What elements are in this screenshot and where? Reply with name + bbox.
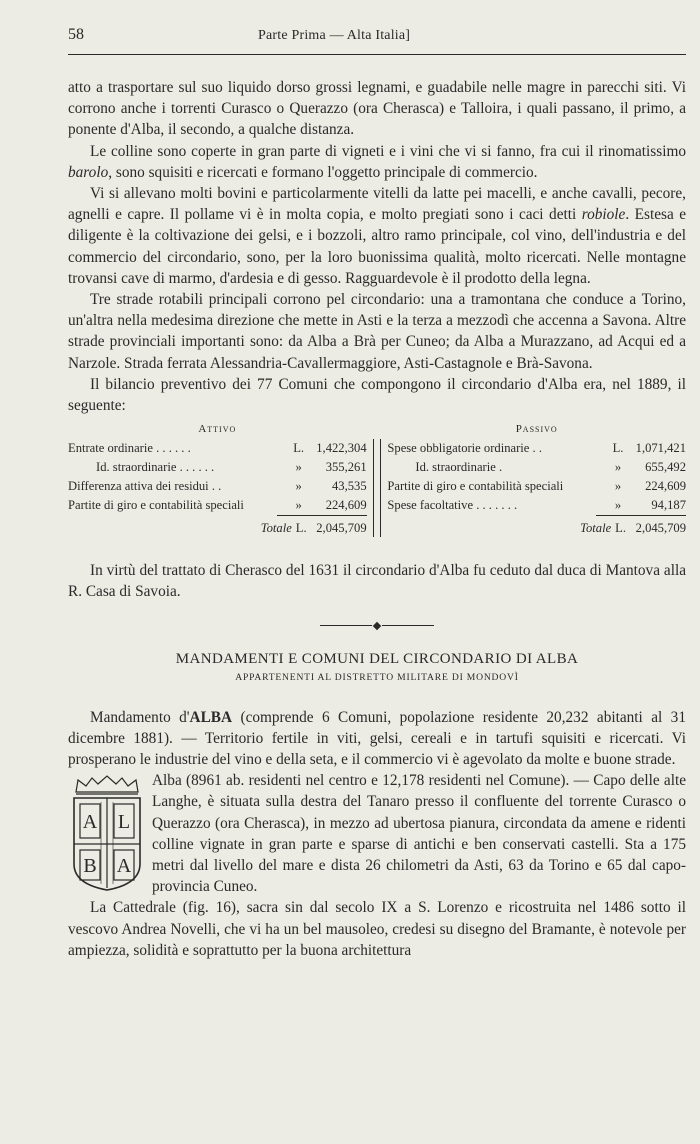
text-run: Vi si allevano molti bovini e particolarmente vitelli da latte pei macelli, e anche cavalli, pecore, agnelli e capre. Il pollame vi è in molta copia, e molto pregiati sono i caci detti [68,185,686,224]
text-run: (comprende 6 Comuni, popolazione residente 20,232 abitanti al 31 dicembre 1881). — Territorio fertile in viti, gelsi, cereali e in tartufi squisiti e ricercati. Vi prosperano le industrie del vino e della seta, e il commercio vi è agevolato da molte e buone strade. [68,708,686,769]
total-currency: L. [295,521,307,536]
attivo-total-row [68,516,367,538]
ornament-line [382,625,434,626]
row-amount: 1,422,304 [316,441,367,456]
total-amount: 2,045,709 [316,521,367,536]
table-row [68,439,367,458]
attivo-heading: Attivo [198,423,237,436]
paragraph-mandamento [68,707,686,771]
row-currency: » [295,498,302,513]
row-amount: 655,492 [645,460,687,475]
crest-letter: A [116,855,132,878]
row-label: Partite di giro e contabilità speciali [387,479,564,494]
text-run: Le colline sono coperte in gran parte di vigneti e i vini che vi si fanno, fra cui il rinomatissimo [90,142,686,160]
table-row [387,458,686,477]
table-row [68,496,367,515]
row-label: Id. straordinarie . . . . . . [96,460,215,475]
text-run: Mandamento d' [90,708,190,726]
italic-barolo: barolo [68,163,109,181]
total-label: Totale [260,521,292,536]
passivo-column [387,420,686,538]
running-title: Parte Prima — Alta Italia] [258,28,411,43]
text-run: . Estesa e diligente è la coltivazione dei gelsi, e i bozzoli, altro ramo principale, col vino, dell'industria e del commercio del circondario, sono, per la loro buonissima qualità, molto ricercati. Nelle montagne trovansi cave di marmo, d'ardesia e di gesso. Ragguardevole è il prodotto della legna. [68,206,687,287]
crest-letter: L [117,811,131,834]
row-currency: » [295,479,302,494]
section-subtitle: APPARTENENTI AL DISTRETTO MILITARE DI MONDOVÌ [235,671,519,683]
table-row [68,458,367,477]
row-amount: 1,071,421 [635,441,687,456]
row-currency: » [614,460,622,475]
row-label: Differenza attiva dei residui . . [68,479,222,494]
alba-description [152,770,686,897]
passivo-heading: Passivo [515,423,558,436]
total-amount: 2,045,709 [635,521,687,536]
crest-letter: B [83,855,97,878]
row-label: Spese obbligatorie ordinarie . . [387,441,542,456]
paragraph-allevamento [68,183,686,289]
table-row [387,477,686,496]
row-currency: » [295,460,302,475]
attivo-column [68,420,367,538]
passivo-total-row [387,516,686,538]
table-row [68,477,367,496]
row-amount: 224,609 [645,479,687,494]
row-amount: 224,609 [325,498,367,513]
paragraph-bilancio: Il bilancio preventivo dei 77 Comuni che compongono il circondario d'Alba era, nel 1889, il seguente: [68,375,686,415]
text-run: , sono squisiti e ricercati e formano l'oggetto principale di commercio. [108,163,538,181]
crest-letter: A [82,811,98,834]
mandamento-name: ALBA [189,708,233,726]
section-ornament [68,621,686,631]
section-title: MANDAMENTI E COMUNI DEL CIRCONDARIO DI ALBA [175,650,579,667]
ornament-diamond-icon [373,621,381,629]
total-currency: L. [615,521,627,536]
paragraph-strade: Tre strade rotabili principali corrono pel circondario: una a tramontana che conduce a Torino, un'altra nella medesima direzione che mette in Asti e la terza a mezzodì che accenna a Savona. Altre strade provinciali importanti sono: da Alba a Brà per Cuneo; da Alba a Murazzano, ad Acqui ed a Narzole. Strada ferrata Alessandria-Cavallermaggiore, Asti-Castagnole e Brà-Savona. [68,291,686,372]
row-currency: » [614,479,622,494]
row-amount: 94,187 [651,498,687,513]
table-row [387,496,686,515]
row-currency: L. [293,441,305,456]
paragraph-cattedrale: La Cattedrale (fig. 16), sacra sin dal secolo IX a S. Lorenzo e ricostruita nel 1486 sotto il vescovo Andrea Novelli, che vi ha un bel mausoleo, credesi su disegno del Bramante, è notevole per ampiezza, solidità e soprattutto per la buona architettura [68,899,686,959]
row-currency: » [614,498,622,513]
total-label: Totale [580,521,612,536]
bilancio-table [68,420,686,538]
italic-robiole: robiole [581,206,626,224]
row-label: Entrate ordinarie . . . . . . [68,441,191,456]
paragraph-cherasco: In virtù del trattato di Cherasco del 1631 il circondario d'Alba fu ceduto dal duca di Mantova alla R. Casa di Savoia. [68,562,686,601]
row-amount: 355,261 [325,460,367,475]
row-label: Id. straordinarie . [415,460,503,475]
alba-block [68,770,686,897]
row-label: Spese facoltative . . . . . . . [387,498,518,513]
ornament-line [320,625,372,626]
row-amount: 43,535 [331,479,367,494]
row-currency: L. [612,441,624,456]
column-separator [373,439,382,537]
page-number: 58 [68,26,84,43]
row-label: Partite di giro e contabilità speciali [68,498,244,513]
header-rule [68,54,686,55]
paragraph-colline [68,141,686,183]
paragraph-fiume: atto a trasportare sul suo liquido dorso grossi legnami, e guadabile nelle magre in parecchi siti. Vi corrono anche i torrenti Curasco o Querazzo (ora Cherasca) e Talloira, i quali passano, il primo, a ponente d'Alba, il secondo, a qualche distanza. [68,79,686,139]
table-row [387,439,686,458]
running-head [68,26,686,48]
paragraph-alba: Alba (8961 ab. residenti nel centro e 12,178 residenti nel Comune). — Capo delle alte Langhe, è situata sulla destra del Tanaro presso il confluente del torrente Curasco o Querazzo (ora Cherasca), in mezzo ad ubertosa pianura, circondata da amene e ridenti colline vignate in gran parte e sparse di antichi e ben conservati castelli. Sta a 175 metri dal livello del mare e dista 26 chilometri da Asti, 63 da Torino e 65 dal capo-provincia Cuneo. [152,772,686,896]
alba-coat-of-arms-icon [68,770,152,897]
